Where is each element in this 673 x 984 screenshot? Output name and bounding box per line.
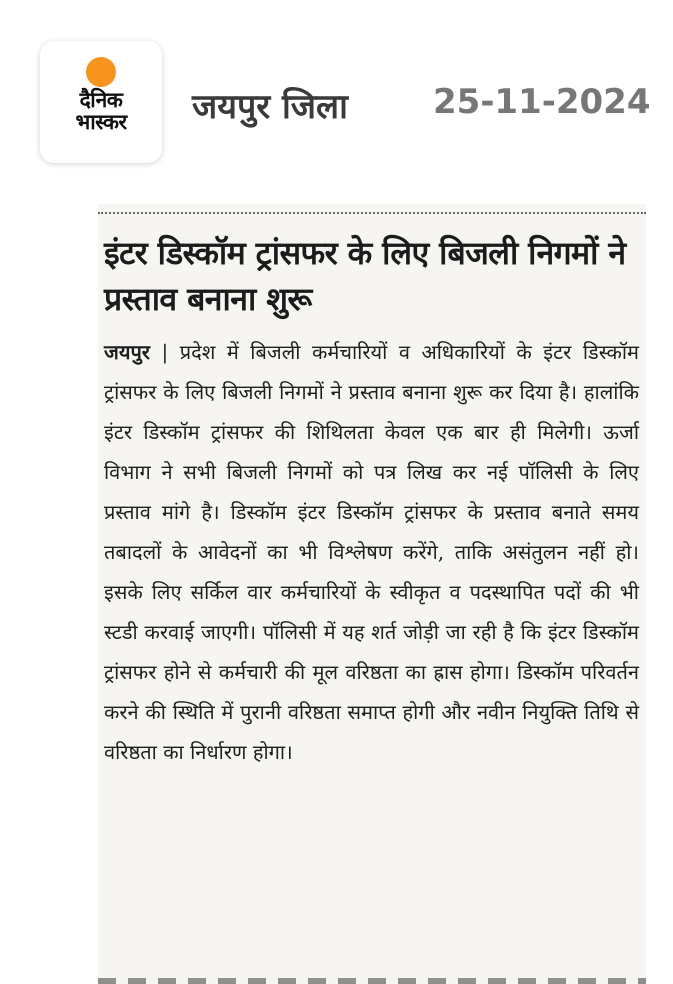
- next-article-fragment: [98, 978, 646, 984]
- top-dotted-divider: [98, 212, 646, 214]
- edition-title: जयपुर जिला: [192, 87, 348, 127]
- logo-line-1: दैनिक: [79, 88, 123, 112]
- article-dateline: जयपुर: [104, 340, 150, 364]
- dainik-bhaskar-logo: [40, 41, 162, 163]
- article-body-text: प्रदेश में बिजली कर्मचारियों व अधिकारियों के इंटर डिस्कॉम ट्रांसफर के लिए बिजली निगमों ने प्रस्ताव बनाना शुरू कर दिया है। हालांकि इंटर डिस्कॉम ट्रांसफर की शिथिलता केवल एक बार ही मिलेगी। ऊर्जा विभाग ने सभी बिजली निगमों को पत्र लिख कर नई पॉलिसी के लिए प्रस्ताव मांगे है। डिस्कॉम इंटर डिस्कॉम ट्रांसफर के प्रस्ताव बनाते समय तबादलों के आवेदनों का भी विश्लेषण करेंगे, ताकि असंतुलन नहीं हो। इसके लिए सर्किल वार कर्मचारियों के स्वीकृत व पदस्थापित पदों की भी स्टडी करवाई जाएगी। पॉलिसी में यह शर्त जोड़ी जा रही है कि इंटर डिस्कॉम ट्रांसफर होने से कर्मचारी की मूल वरिष्ठता का ह्रास होगा। डिस्कॉम परिवर्तन करने की स्थिति में पुरानी वरिष्ठता समाप्त होगी और नवीन नियुक्ति तिथि से वरिष्ठता का निर्धारण होगा।: [104, 340, 639, 764]
- logo-text: [75, 89, 126, 133]
- article-headline: इंटर डिस्कॉम ट्रांसफर के लिए बिजली निगमों ने प्रस्ताव बनाना शुरू: [104, 234, 626, 318]
- logo-line-2: भास्कर: [75, 110, 127, 135]
- article-body: [104, 332, 639, 772]
- dateline-separator: |: [149, 340, 180, 364]
- news-clipping: [98, 204, 646, 984]
- edition-date: 25-11-2024: [433, 82, 651, 122]
- logo-sun-icon: [86, 57, 116, 87]
